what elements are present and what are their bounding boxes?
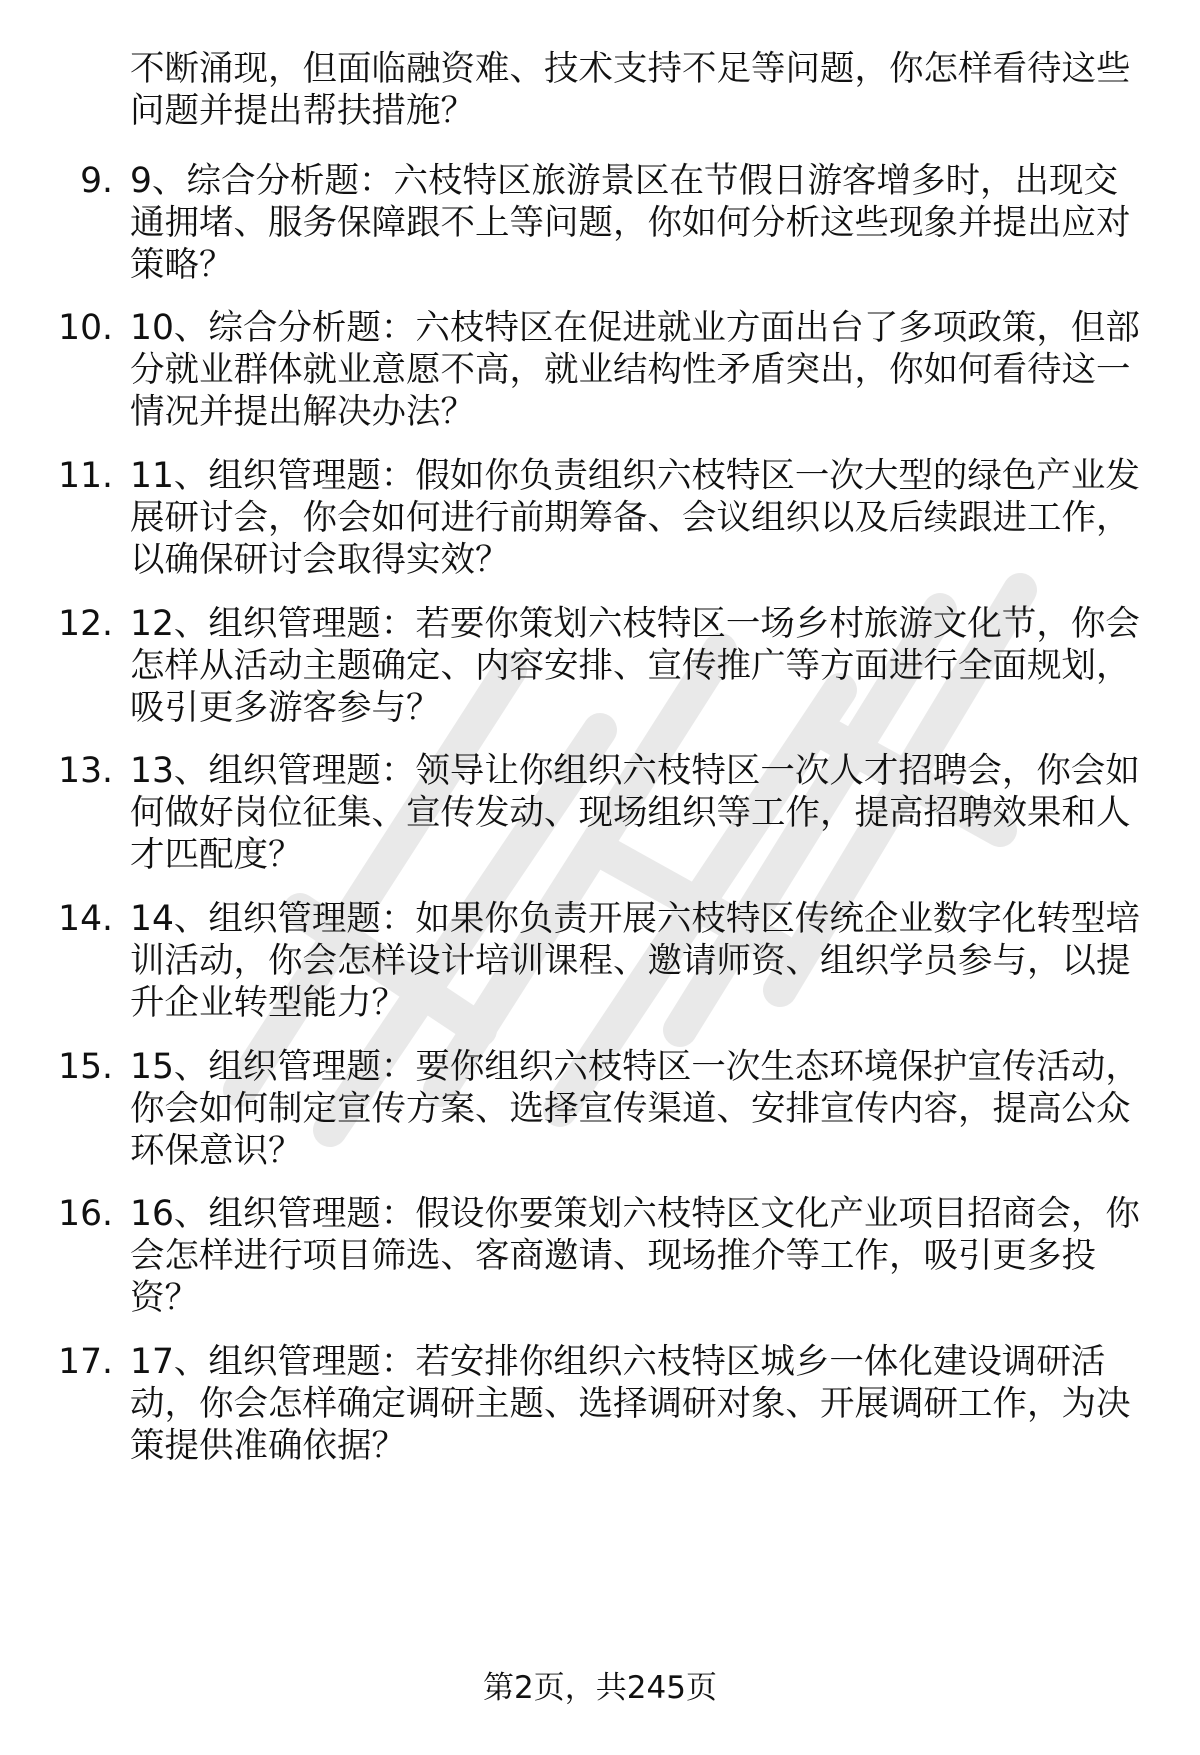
question-text: 12、组织管理题：若要你策划六枝特区一场乡村旅游文化节，你会怎样从活动主题确定、内容安排、宣传推广等方面进行全面规划，吸引更多游客参与？ xyxy=(130,604,1140,728)
question-text: 10、综合分析题：六枝特区在促进就业方面出台了多项政策，但部分就业群体就业意愿不高，就业结构性矛盾突出，你如何看待这一情况并提出解决办法？ xyxy=(130,308,1140,432)
question-text: 9、综合分析题：六枝特区旅游景区在节假日游客增多时，出现交通拥堵、服务保障跟不上等问题，你如何分析这些现象并提出应对策略？ xyxy=(130,161,1131,285)
question-text: 14、组织管理题：如果你负责开展六枝特区传统企业数字化转型培训活动，你会怎样设计培训课程、邀请师资、组织学员参与，以提升企业转型能力？ xyxy=(130,899,1140,1023)
list-number: 11. xyxy=(58,456,113,496)
question-text: 15、组织管理题：要你组织六枝特区一次生态环境保护宣传活动，你会如何制定宣传方案、选择宣传渠道、安排宣传内容，提高公众环保意识？ xyxy=(130,1047,1140,1171)
list-number: 9. xyxy=(80,161,113,201)
list-number: 16. xyxy=(58,1194,113,1234)
list-number: 17. xyxy=(58,1342,113,1382)
list-number: 14. xyxy=(58,899,113,939)
continuation-text: 不断涌现，但面临融资难、技术支持不足等问题，你怎样看待这些问题并提出帮扶措施？ xyxy=(130,49,1131,131)
list-number: 10. xyxy=(58,308,113,348)
question-text: 13、组织管理题：领导让你组织六枝特区一次人才招聘会，你会如何做好岗位征集、宣传发动、现场组织等工作，提高招聘效果和人才匹配度？ xyxy=(130,751,1140,875)
question-text: 17、组织管理题：若安排你组织六枝特区城乡一体化建设调研活动，你会怎样确定调研主题、选择调研对象、开展调研工作，为决策提供准确依据？ xyxy=(130,1342,1131,1466)
question-text: 11、组织管理题：假如你负责组织六枝特区一次大型的绿色产业发展研讨会，你会如何进行前期筹备、会议组织以及后续跟进工作，以确保研讨会取得实效？ xyxy=(130,456,1140,580)
page-footer: 第2页，共245页 xyxy=(483,1670,717,1706)
list-number: 13. xyxy=(58,751,113,791)
question-text: 16、组织管理题：假设你要策划六枝特区文化产业项目招商会，你会怎样进行项目筛选、客商邀请、现场推介等工作，吸引更多投资？ xyxy=(130,1194,1140,1318)
list-number: 12. xyxy=(58,604,113,644)
list-number: 15. xyxy=(58,1047,113,1087)
